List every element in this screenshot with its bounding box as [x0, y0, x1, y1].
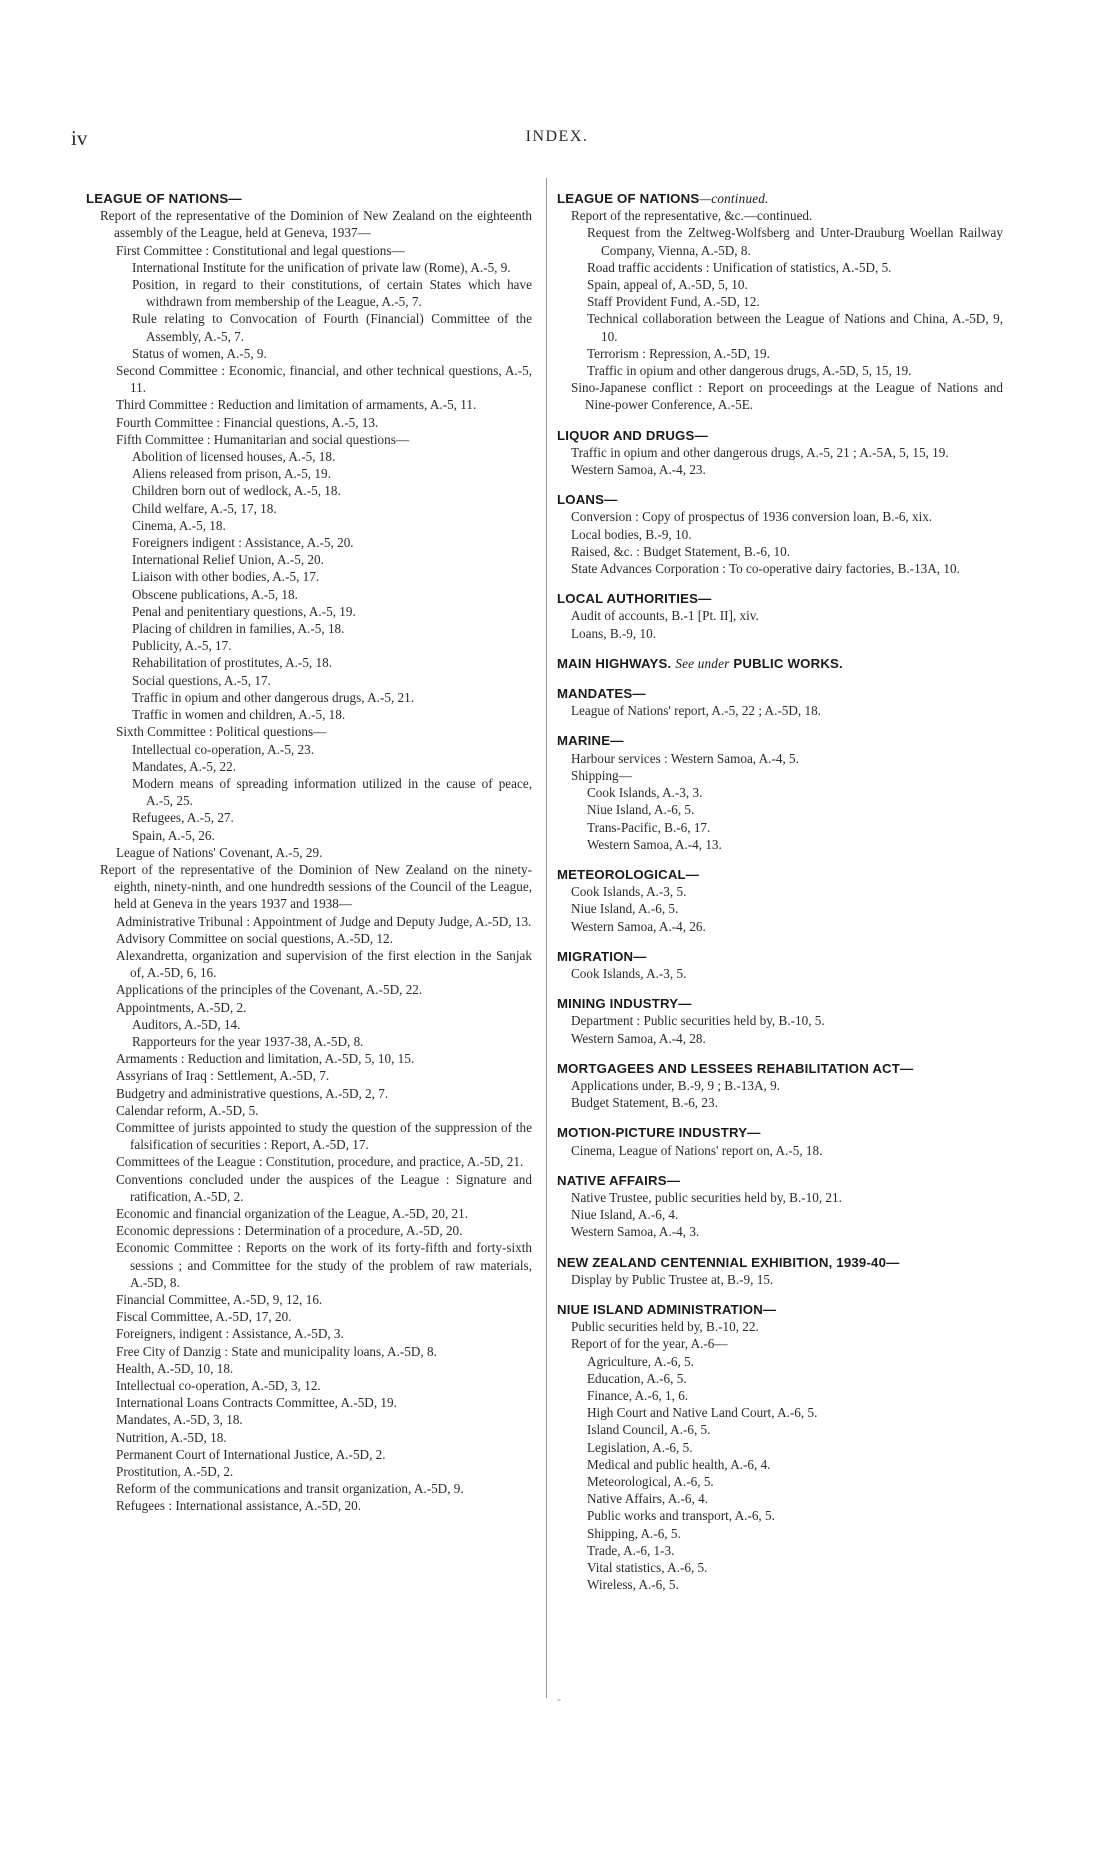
index-entry: First Committee : Constitutional and legal questions— [116, 242, 405, 258]
index-entry: Publicity, A.-5, 17. [132, 638, 232, 654]
index-entry: Harbour services : Western Samoa, A.-4, 5. [571, 750, 799, 766]
index-heading [557, 655, 1003, 672]
index-heading [557, 590, 1003, 607]
index-entry: Western Samoa, A.-4, 23. [571, 462, 706, 478]
index-entry: Niue Island, A.-6, 5. [571, 901, 679, 917]
index-entry: Niue Island, A.-6, 4. [571, 1207, 679, 1223]
index-entry: Terrorism : Repression, A.-5D, 19. [587, 345, 770, 361]
index-entry: Education, A.-6, 5. [587, 1370, 687, 1386]
see-under-target: PUBLIC WORKS. [733, 655, 843, 671]
index-entry: Traffic in opium and other dangerous drugs, A.-5, 21. [132, 689, 415, 705]
index-entry: Reform of the communications and transit organization, A.-5D, 9. [116, 1481, 464, 1497]
index-entry: Cinema, A.-5, 18. [132, 517, 226, 533]
index-entry: Budget Statement, B.-6, 23. [571, 1095, 718, 1111]
index-heading [557, 1060, 1003, 1077]
index-heading [557, 1124, 1003, 1141]
index-entry: Staff Provident Fund, A.-5D, 12. [587, 294, 760, 310]
index-entry: Aliens released from prison, A.-5, 19. [132, 466, 331, 482]
index-entry: Penal and penitentiary questions, A.-5, 19. [132, 603, 356, 619]
index-entry: Cook Islands, A.-3, 5. [571, 965, 687, 981]
index-entry: Raised, &c. : Budget Statement, B.-6, 10. [571, 543, 791, 559]
index-entry: Prostitution, A.-5D, 2. [116, 1464, 234, 1480]
index-heading [557, 190, 1003, 207]
index-entry: Vital statistics, A.-6, 5. [587, 1560, 708, 1576]
index-entry: Financial Committee, A.-5D, 9, 12, 16. [116, 1292, 323, 1307]
index-entry: Medical and public health, A.-6, 4. [587, 1456, 771, 1472]
index-entry: Traffic in opium and other dangerous drugs, A.-5, 21 ; A.-5A, 5, 15, 19. [571, 444, 949, 460]
index-entry: Sino-Japanese conflict : Report on proceedings at the League of Nations and Nine-power Conference, A.-5E. [571, 380, 1003, 413]
index-heading [557, 948, 1003, 965]
index-entry: Modern means of spreading information utilized in the cause of peace, A.-5, 25. [132, 775, 532, 809]
index-entry: Public securities held by, B.-10, 22. [571, 1319, 759, 1335]
index-heading-text: NEW ZEALAND CENTENNIAL EXHIBITION, 1939-40— [557, 1254, 900, 1270]
index-entry: Status of women, A.-5, 9. [132, 345, 267, 361]
index-heading-text: MAIN HIGHWAYS. [557, 655, 672, 671]
index-entry: Report of the representative, &c.—continued. [571, 208, 813, 224]
index-entry: Economic Committee : Reports on the work of its forty-fifth and forty-sixth sessions ; and Committee for the study of the problem of raw materials, A.-5D, 8. [116, 1240, 532, 1290]
index-entry: Foreigners, indigent : Assistance, A.-5D, 3. [116, 1326, 344, 1342]
index-entry: Audit of accounts, B.-1 [Pt. II], xiv. [571, 608, 759, 624]
index-entry: Applications under, B.-9, 9 ; B.-13A, 9. [571, 1077, 780, 1093]
index-entry: Cinema, League of Nations' report on, A.-5, 18. [571, 1142, 823, 1158]
index-entry: Abolition of licensed houses, A.-5, 18. [132, 449, 336, 465]
index-entry: Display by Public Trustee at, B.-9, 15. [571, 1271, 774, 1287]
index-heading-text: LOANS— [557, 492, 618, 508]
index-entry: Rule relating to Convocation of Fourth (Financial) Committee of the Assembly, A.-5, 7. [132, 311, 532, 344]
index-heading-text: METEOROLOGICAL— [557, 866, 700, 882]
index-entry: Western Samoa, A.-4, 13. [587, 836, 722, 852]
index-heading [86, 190, 532, 207]
index-entry: Economic depressions : Determination of a procedure, A.-5D, 20. [116, 1223, 463, 1239]
index-entry: Committee of jurists appointed to study the question of the suppression of the falsification of securities : Report, A.-5D, 17. [116, 1119, 532, 1153]
index-heading-text: MANDATES— [557, 686, 646, 702]
index-entry: Shipping, A.-6, 5. [587, 1525, 681, 1541]
index-entry: Western Samoa, A.-4, 3. [571, 1224, 700, 1240]
index-entry: Local bodies, B.-9, 10. [571, 526, 692, 542]
index-entry: Intellectual co-operation, A.-5D, 3, 12. [116, 1378, 321, 1394]
index-column-right [557, 190, 1003, 1593]
index-entry: Obscene publications, A.-5, 18. [132, 586, 298, 602]
index-entry: Road traffic accidents : Unification of statistics, A.-5D, 5. [587, 259, 892, 275]
index-entry: Children born out of wedlock, A.-5, 18. [132, 483, 341, 499]
index-entry: Fifth Committee : Humanitarian and social questions— [116, 431, 410, 447]
index-entry: Public works and transport, A.-6, 5. [587, 1508, 775, 1524]
index-entry: Third Committee : Reduction and limitation of armaments, A.-5, 11. [116, 397, 477, 413]
index-entry: Rehabilitation of prostitutes, A.-5, 18. [132, 655, 332, 671]
index-entry: Agriculture, A.-6, 5. [587, 1353, 694, 1369]
index-entry: Armaments : Reduction and limitation, A.-5D, 5, 10, 15. [116, 1051, 415, 1067]
index-heading-text: NIUE ISLAND ADMINISTRATION— [557, 1301, 777, 1317]
index-heading [557, 685, 1003, 702]
index-entry: Department : Public securities held by, B.-10, 5. [571, 1013, 825, 1029]
index-entry: Intellectual co-operation, A.-5, 23. [132, 741, 314, 757]
index-entry: Conventions concluded under the auspices of the League : Signature and ratification, A.-5D, 2. [116, 1171, 532, 1204]
index-entry: Fiscal Committee, A.-5D, 17, 20. [116, 1309, 292, 1325]
index-entry: International Institute for the unification of private law (Rome), A.-5, 9. [132, 259, 511, 275]
index-entry: Alexandretta, organization and supervision of the first election in the Sanjak of, A.-5D, 6, 16. [116, 947, 532, 981]
index-entry: Niue Island, A.-6, 5. [587, 802, 695, 818]
index-entry: Spain, appeal of, A.-5D, 5, 10. [587, 277, 748, 293]
index-heading [557, 1254, 1003, 1271]
page-title: INDEX. [525, 128, 589, 145]
index-heading [557, 866, 1003, 883]
index-entry: Trade, A.-6, 1-3. [587, 1542, 675, 1558]
continued-label: —continued. [699, 191, 769, 206]
index-heading [557, 732, 1003, 749]
index-entry: Mandates, A.-5, 22. [132, 758, 237, 774]
index-entry: Report of the representative of the Dominion of New Zealand on the ninety-eighth, ninety-ninth, and one hundredth sessions of the Council of the League, held at Geneva in the years 1937 and 1938— [100, 861, 532, 912]
index-entry: Refugees, A.-5, 27. [132, 810, 234, 826]
index-entry: International Loans Contracts Committee, A.-5D, 19. [116, 1395, 397, 1411]
index-entry: Second Committee : Economic, financial, and other technical questions, A.-5, 11. [116, 363, 532, 396]
index-entry: Island Council, A.-6, 5. [587, 1422, 711, 1438]
index-entry: Shipping— [571, 767, 632, 783]
index-entry: Committees of the League : Constitution, procedure, and practice, A.-5D, 21. [116, 1154, 524, 1170]
index-entry: Report of for the year, A.-6— [571, 1336, 728, 1352]
index-heading [557, 1172, 1003, 1189]
index-entry: League of Nations' report, A.-5, 22 ; A.-5D, 18. [571, 703, 821, 719]
index-heading [557, 1301, 1003, 1318]
index-heading-text: LEAGUE OF NATIONS [557, 191, 700, 206]
index-entry: Loans, B.-9, 10. [571, 625, 656, 641]
index-entry: Legislation, A.-6, 5. [587, 1439, 693, 1455]
index-entry: Native Affairs, A.-6, 4. [587, 1491, 708, 1507]
index-heading-text: MORTGAGEES AND LESSEES REHABILITATION ACT— [557, 1060, 914, 1076]
index-entry: Sixth Committee : Political questions— [116, 724, 327, 740]
index-entry: Conversion : Copy of prospectus of 1936 conversion loan, B.-6, xix. [571, 509, 933, 525]
index-entry: Free City of Danzig : State and municipality loans, A.-5D, 8. [116, 1343, 437, 1359]
index-entry: Traffic in women and children, A.-5, 18. [132, 707, 346, 723]
index-entry: High Court and Native Land Court, A.-6, 5. [587, 1405, 818, 1421]
index-entry: Health, A.-5D, 10, 18. [116, 1360, 234, 1376]
index-column-left [86, 190, 532, 1515]
index-entry: Cook Islands, A.-3, 5. [571, 884, 687, 900]
index-heading-text: NATIVE AFFAIRS— [557, 1172, 681, 1188]
index-heading-text: MOTION-PICTURE INDUSTRY— [557, 1125, 761, 1141]
column-divider [546, 178, 547, 1698]
index-heading-text: LIQUOR AND DRUGS— [557, 427, 708, 443]
index-entry: Meteorological, A.-6, 5. [587, 1474, 714, 1489]
index-entry: Rapporteurs for the year 1937-38, A.-5D, 8. [132, 1033, 364, 1049]
index-entry: Nutrition, A.-5D, 18. [116, 1429, 227, 1445]
index-heading-text: MINING INDUSTRY— [557, 996, 692, 1012]
index-entry: Advisory Committee on social questions, A.-5D, 12. [116, 930, 393, 946]
index-entry: Position, in regard to their constitutions, of certain States which have withdrawn from membership of the League, A.-5, 7. [132, 277, 532, 310]
index-entry: Finance, A.-6, 1, 6. [587, 1387, 689, 1403]
index-entry: Trans-Pacific, B.-6, 17. [587, 819, 711, 835]
index-entry: International Relief Union, A.-5, 20. [132, 552, 324, 568]
index-entry: Request from the Zeltweg-Wolfsberg and Unter-Drauburg Woellan Railway Company, Vienna, A.-5D, 8. [587, 225, 1003, 258]
index-heading-text: MARINE— [557, 733, 624, 749]
index-entry: Liaison with other bodies, A.-5, 17. [132, 569, 320, 585]
footer-mark: - [557, 1692, 561, 1706]
index-entry: Western Samoa, A.-4, 26. [571, 918, 706, 934]
index-entry: Wireless, A.-6, 5. [587, 1577, 679, 1593]
index-entry: Spain, A.-5, 26. [132, 827, 215, 843]
index-heading-text: LEAGUE OF NATIONS— [86, 191, 242, 206]
index-entry: Calendar reform, A.-5D, 5. [116, 1102, 259, 1118]
index-entry: Auditors, A.-5D, 14. [132, 1016, 241, 1032]
index-entry: Economic and financial organization of the League, A.-5D, 20, 21. [116, 1205, 469, 1221]
page-number: iv [71, 126, 88, 150]
index-entry: Social questions, A.-5, 17. [132, 672, 271, 688]
index-entry: Applications of the principles of the Covenant, A.-5D, 22. [116, 982, 423, 998]
see-under-label: See under [675, 655, 730, 671]
index-entry: Appointments, A.-5D, 2. [116, 999, 247, 1015]
index-entry: League of Nations' Covenant, A.-5, 29. [116, 844, 323, 860]
index-heading-text: LOCAL AUTHORITIES— [557, 591, 712, 607]
index-heading [557, 427, 1003, 444]
index-entry: Cook Islands, A.-3, 3. [587, 785, 703, 801]
index-entry: Traffic in opium and other dangerous drugs, A.-5D, 5, 15, 19. [587, 363, 912, 379]
index-heading [557, 491, 1003, 508]
index-heading-text: MIGRATION— [557, 948, 647, 964]
index-entry: Administrative Tribunal : Appointment of Judge and Deputy Judge, A.-5D, 13. [116, 913, 532, 929]
index-entry: Western Samoa, A.-4, 28. [571, 1030, 706, 1046]
index-entry: Native Trustee, public securities held by, B.-10, 21. [571, 1189, 842, 1205]
index-heading [557, 995, 1003, 1012]
index-entry: Technical collaboration between the League of Nations and China, A.-5D, 9, 10. [587, 311, 1003, 344]
index-entry: Assyrians of Iraq : Settlement, A.-5D, 7. [116, 1068, 330, 1084]
index-entry: Foreigners indigent : Assistance, A.-5, 20. [132, 535, 354, 551]
index-entry: State Advances Corporation : To co-operative dairy factories, B.-13A, 10. [571, 561, 960, 577]
index-entry: Permanent Court of International Justice, A.-5D, 2. [116, 1446, 386, 1462]
index-entry: Placing of children in families, A.-5, 18. [132, 621, 345, 637]
index-entry: Refugees : International assistance, A.-5D, 20. [116, 1498, 361, 1514]
index-entry: Fourth Committee : Financial questions, A.-5, 13. [116, 414, 379, 430]
index-entry: Budgetry and administrative questions, A.-5D, 2, 7. [116, 1085, 389, 1101]
index-entry: Mandates, A.-5D, 3, 18. [116, 1412, 243, 1428]
index-entry: Report of the representative of the Dominion of New Zealand on the eighteenth assembly of the League, held at Geneva, 1937— [100, 208, 532, 241]
index-entry: Child welfare, A.-5, 17, 18. [132, 500, 277, 516]
